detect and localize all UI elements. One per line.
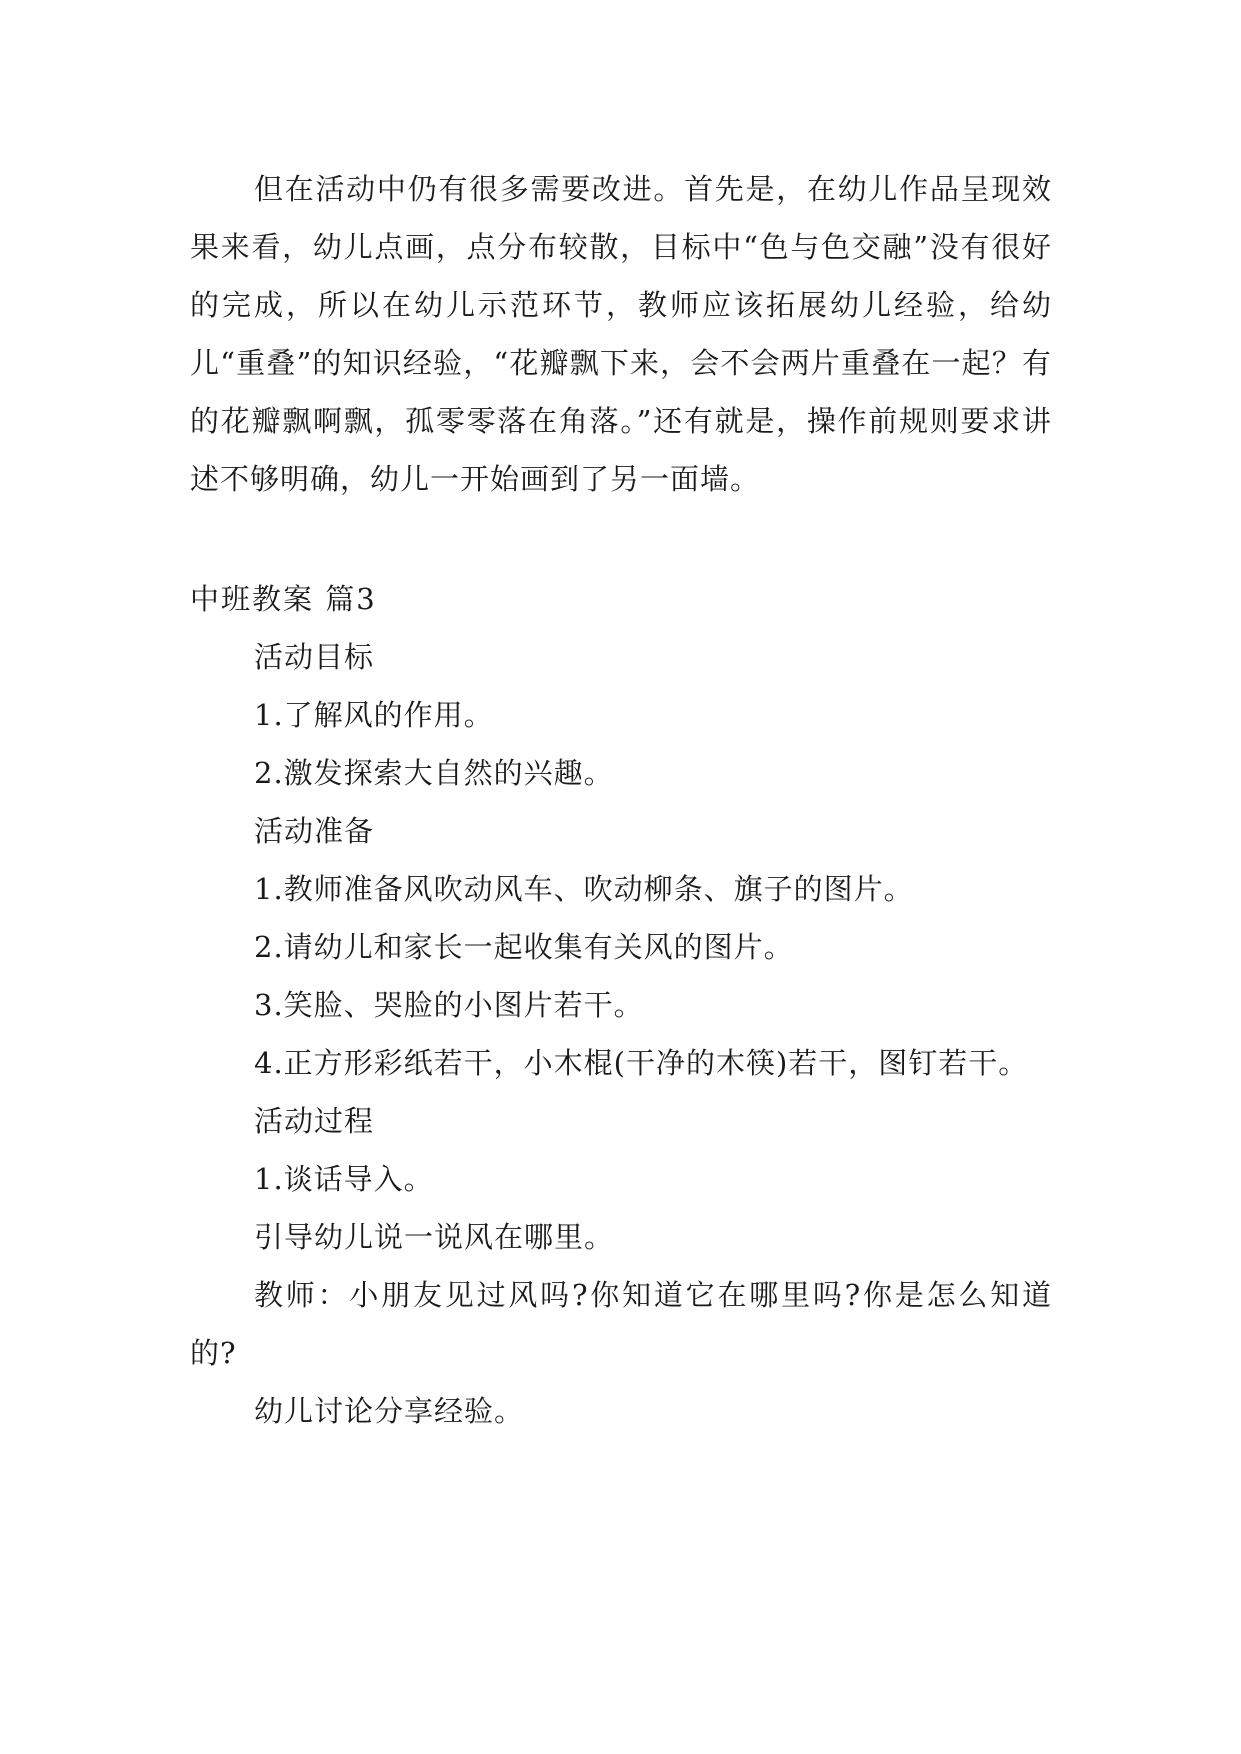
section-gap (190, 508, 1052, 570)
process-heading: 活动过程 (254, 1104, 375, 1138)
preparation-item-3: 3.笑脸、哭脸的小图片若干。 (254, 988, 644, 1022)
process-guide: 引导幼儿说一说风在哪里。 (254, 1220, 615, 1254)
intro-paragraph: 但在活动中仍有很多需要改进。首先是，在幼儿作品呈现效果来看，幼儿点画，点分布较散，目标中“色与色交融”没有很好的完成，所以在幼儿示范环节，教师应该拓展幼儿经验，给幼儿“重叠”的知识经验，“花瓣飘下来，会不会两片重叠在一起？有的花瓣飘啊飘，孤零零落在角落。”还有就是，操作前规则要求讲述不够明确，幼儿一开始画到了另一面墙。 (190, 172, 1052, 496)
goal-item-1: 1.了解风的作用。 (254, 698, 494, 732)
process-teacher-question: 教师：小朋友见过风吗?你知道它在哪里吗?你是怎么知道的? (190, 1278, 1052, 1370)
document-page (190, 160, 1052, 1440)
preparation-item-4: 4.正方形彩纸若干，小木棍(干净的木筷)若干，图钉若干。 (254, 1046, 1029, 1080)
goal-item-2: 2.激发探索大自然的兴趣。 (254, 756, 614, 790)
preparation-item-2: 2.请幼儿和家长一起收集有关风的图片。 (254, 930, 794, 964)
process-children-discussion: 幼儿讨论分享经验。 (254, 1394, 525, 1428)
section-title: 中班教案 篇3 (190, 582, 377, 616)
preparation-heading: 活动准备 (254, 814, 375, 848)
preparation-item-1: 1.教师准备风吹动风车、吹动柳条、旗子的图片。 (254, 872, 914, 906)
process-step-1: 1.谈话导入。 (254, 1162, 434, 1196)
goals-heading: 活动目标 (254, 640, 375, 674)
